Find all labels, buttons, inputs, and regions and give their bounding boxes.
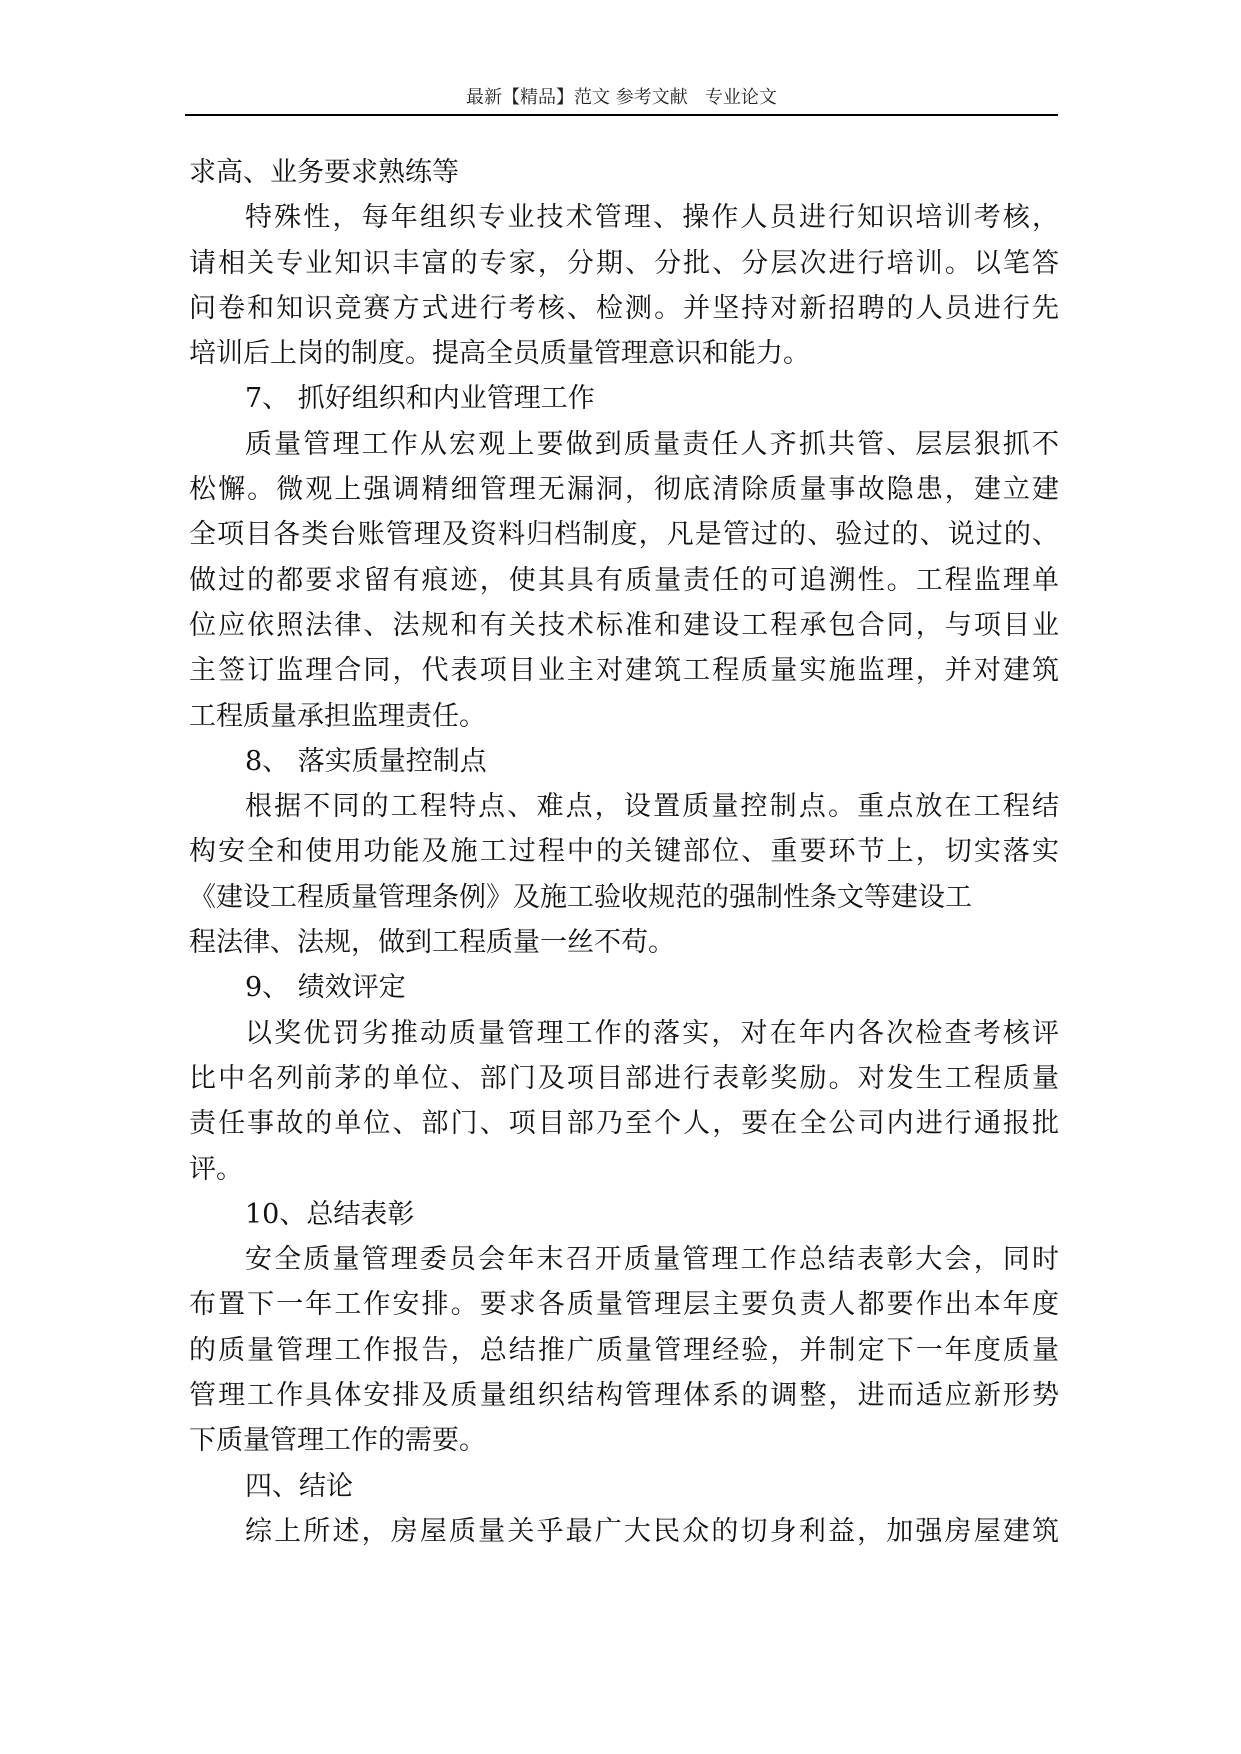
text-line: 10、总结表彰 (245, 1198, 415, 1230)
text-line: 7、 抓好组织和内业管理工作 (245, 383, 595, 415)
text-line: 求高、业务要求熟练等 (189, 157, 459, 188)
text-line: 主签订监理合同，代表项目业主对建筑工程质量实施监理，并对建筑 (189, 655, 1059, 687)
text-line: 松懈。微观上强调精细管理无漏洞，彻底清除质量事故隐患，建立建 (189, 474, 1059, 506)
text-line: 程法律、法规，做到工程质量一丝不苟。 (189, 927, 675, 959)
text-line: 综上所述，房屋质量关乎最广大民众的切身利益，加强房屋建筑 (245, 1515, 1059, 1547)
text-line: 9、 绩效评定 (245, 972, 406, 1004)
text-line: 以奖优罚劣推动质量管理工作的落实，对在年内各次检查考核评 (245, 1017, 1059, 1049)
text-line: 下质量管理工作的需要。 (189, 1425, 486, 1457)
text-line: 管理工作具体安排及质量组织结构管理体系的调整，进而适应新形势 (189, 1380, 1059, 1412)
text-line: 《建设工程质量管理条例》及施工验收规范的强制性条文等建设工 (189, 881, 972, 913)
text-line: 工程质量承担监理责任。 (189, 700, 486, 732)
text-line: 评。 (189, 1153, 243, 1185)
text-line: 责任事故的单位、部门、项目部乃至个人，要在全公司内进行通报批 (189, 1108, 1059, 1140)
text-line: 构安全和使用功能及施工过程中的关键部位、重要环节上，切实落实 (189, 836, 1059, 868)
text-line: 全项目各类台账管理及资料归档制度，凡是管过的、验过的、说过的、 (189, 519, 1059, 551)
text-line: 比中名列前茅的单位、部门及项目部进行表彰奖励。对发生工程质量 (189, 1062, 1059, 1094)
body-text (189, 150, 1059, 1554)
text-line: 四、结论 (245, 1470, 353, 1502)
text-line: 质量管理工作从宏观上要做到质量责任人齐抓共管、层层狠抓不 (245, 428, 1059, 460)
text-line: 问卷和知识竞赛方式进行考核、检测。并坚持对新招聘的人员进行先 (189, 292, 1059, 324)
text-line: 根据不同的工程特点、难点，设置质量控制点。重点放在工程结 (245, 791, 1059, 823)
text-line: 培训后上岗的制度。提高全员质量管理意识和能力。 (189, 338, 810, 370)
page-header: 最新【精品】范文 参考文献 专业论文 (466, 87, 777, 108)
text-line: 位应依照法律、法规和有关技术标准和建设工程承包合同，与项目业 (189, 609, 1059, 641)
text-line: 请相关专业知识丰富的专家，分期、分批、分层次进行培训。以笔答 (189, 247, 1059, 279)
header-divider (185, 114, 1058, 116)
text-line: 布置下一年工作安排。要求各质量管理层主要负责人都要作出本年度 (189, 1289, 1059, 1321)
text-line: 做过的都要求留有痕迹，使其具有质量责任的可追溯性。工程监理单 (189, 564, 1059, 596)
text-line: 8、 落实质量控制点 (245, 745, 487, 777)
text-line: 安全质量管理委员会年末召开质量管理工作总结表彰大会，同时 (245, 1244, 1059, 1276)
text-line: 特殊性，每年组织专业技术管理、操作人员进行知识培训考核， (245, 202, 1059, 234)
text-line: 的质量管理工作报告，总结推广质量管理经验，并制定下一年度质量 (189, 1334, 1059, 1366)
